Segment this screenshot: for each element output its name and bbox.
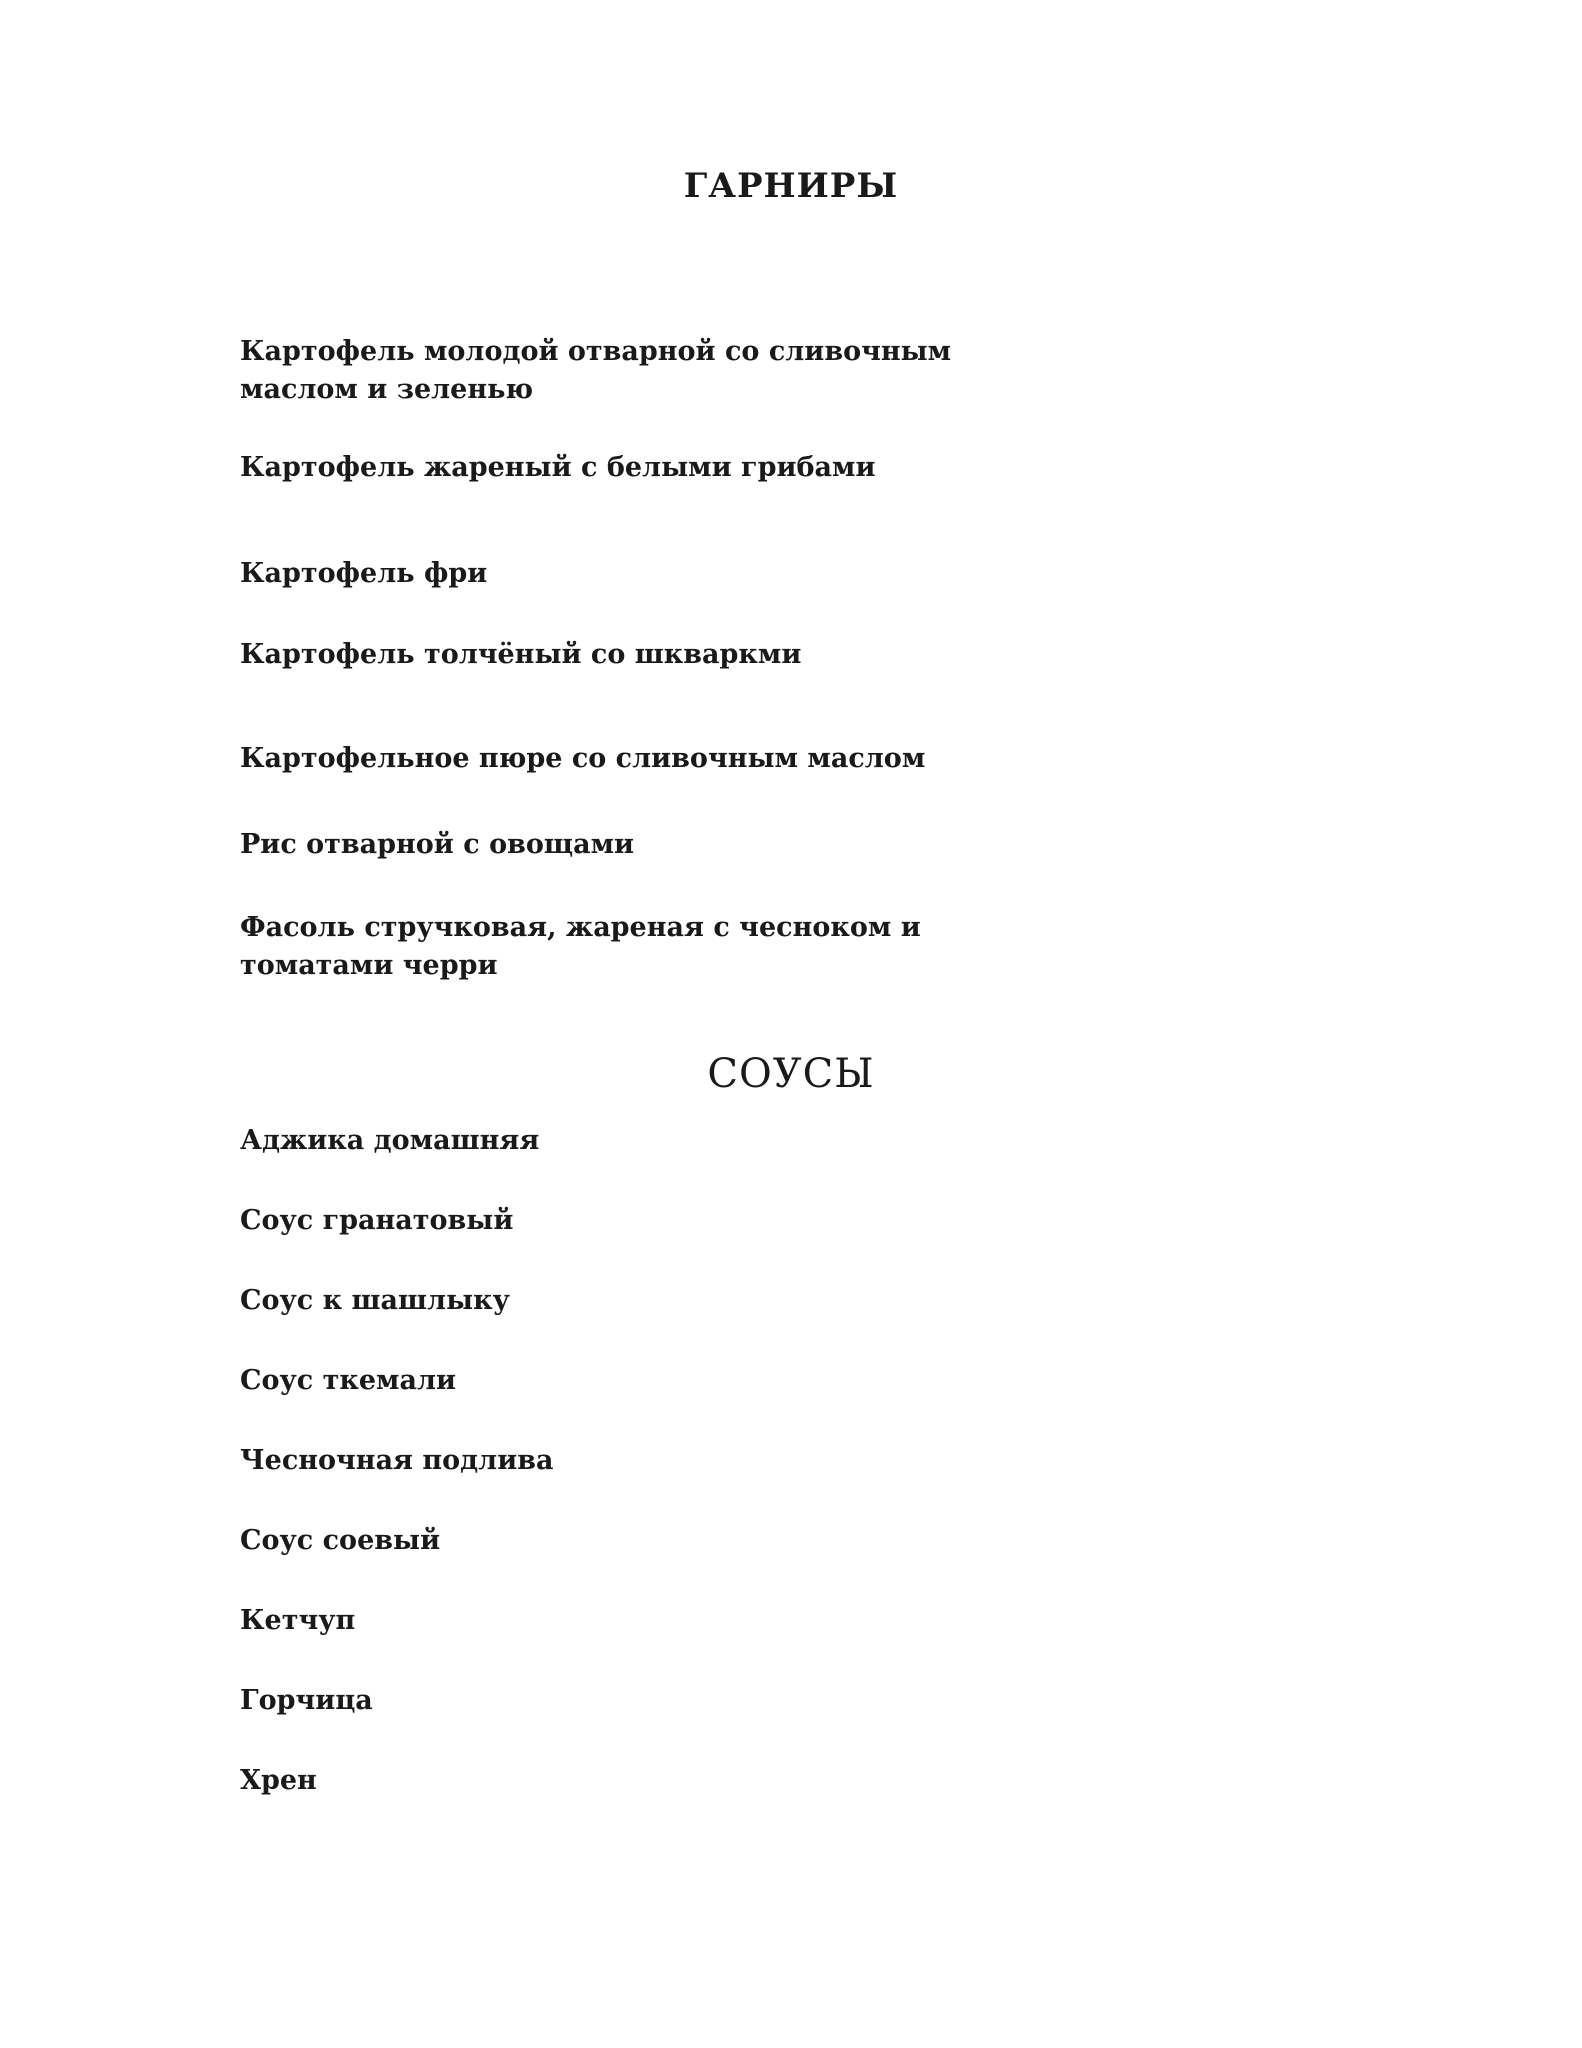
sauce-item: Аджика домашняя [240, 1125, 540, 1156]
garnish-item-mashed-potatoes [240, 740, 925, 778]
garnish-item-line: маслом и зеленью [240, 374, 534, 405]
garnish-item-line: Фасоль стручковая, жареная с чесноком и [240, 912, 921, 943]
garnish-section-title: ГАРНИРЫ [683, 166, 899, 206]
garnish-item-line: томатами черри [240, 950, 498, 981]
garnish-item-green-beans [240, 909, 921, 985]
sauce-item: Соус соевый [240, 1525, 441, 1556]
garnish-item-french-fries [240, 555, 487, 593]
garnish-item-line: Картофель фри [240, 558, 488, 589]
garnish-item-line: Картофель жареный с белыми грибами [240, 452, 876, 483]
garnish-item-line: Рис отварной с овощами [240, 829, 635, 860]
sauces-section-title: СОУСЫ [707, 1051, 875, 1097]
sauce-item: Соус к шашлыку [240, 1285, 510, 1316]
sauce-item: Чесночная подлива [240, 1445, 554, 1476]
sauce-item: Соус ткемали [240, 1365, 457, 1396]
garnish-item-line: Картофельное пюре со сливочным маслом [240, 743, 926, 774]
sauce-item: Горчица [240, 1685, 373, 1716]
garnish-item-young-potatoes [240, 333, 951, 409]
sauce-item: Кетчуп [240, 1605, 356, 1636]
garnish-item-rice [240, 826, 634, 864]
sauce-item: Хрен [240, 1765, 317, 1796]
garnish-item-crushed-potatoes [240, 636, 801, 674]
sauce-item: Соус гранатовый [240, 1205, 514, 1236]
garnish-item-line: Картофель толчёный со шкваркми [240, 639, 802, 670]
garnish-item-line: Картофель молодой отварной со сливочным [240, 336, 952, 367]
garnish-item-fried-potatoes-mushrooms [240, 449, 875, 487]
